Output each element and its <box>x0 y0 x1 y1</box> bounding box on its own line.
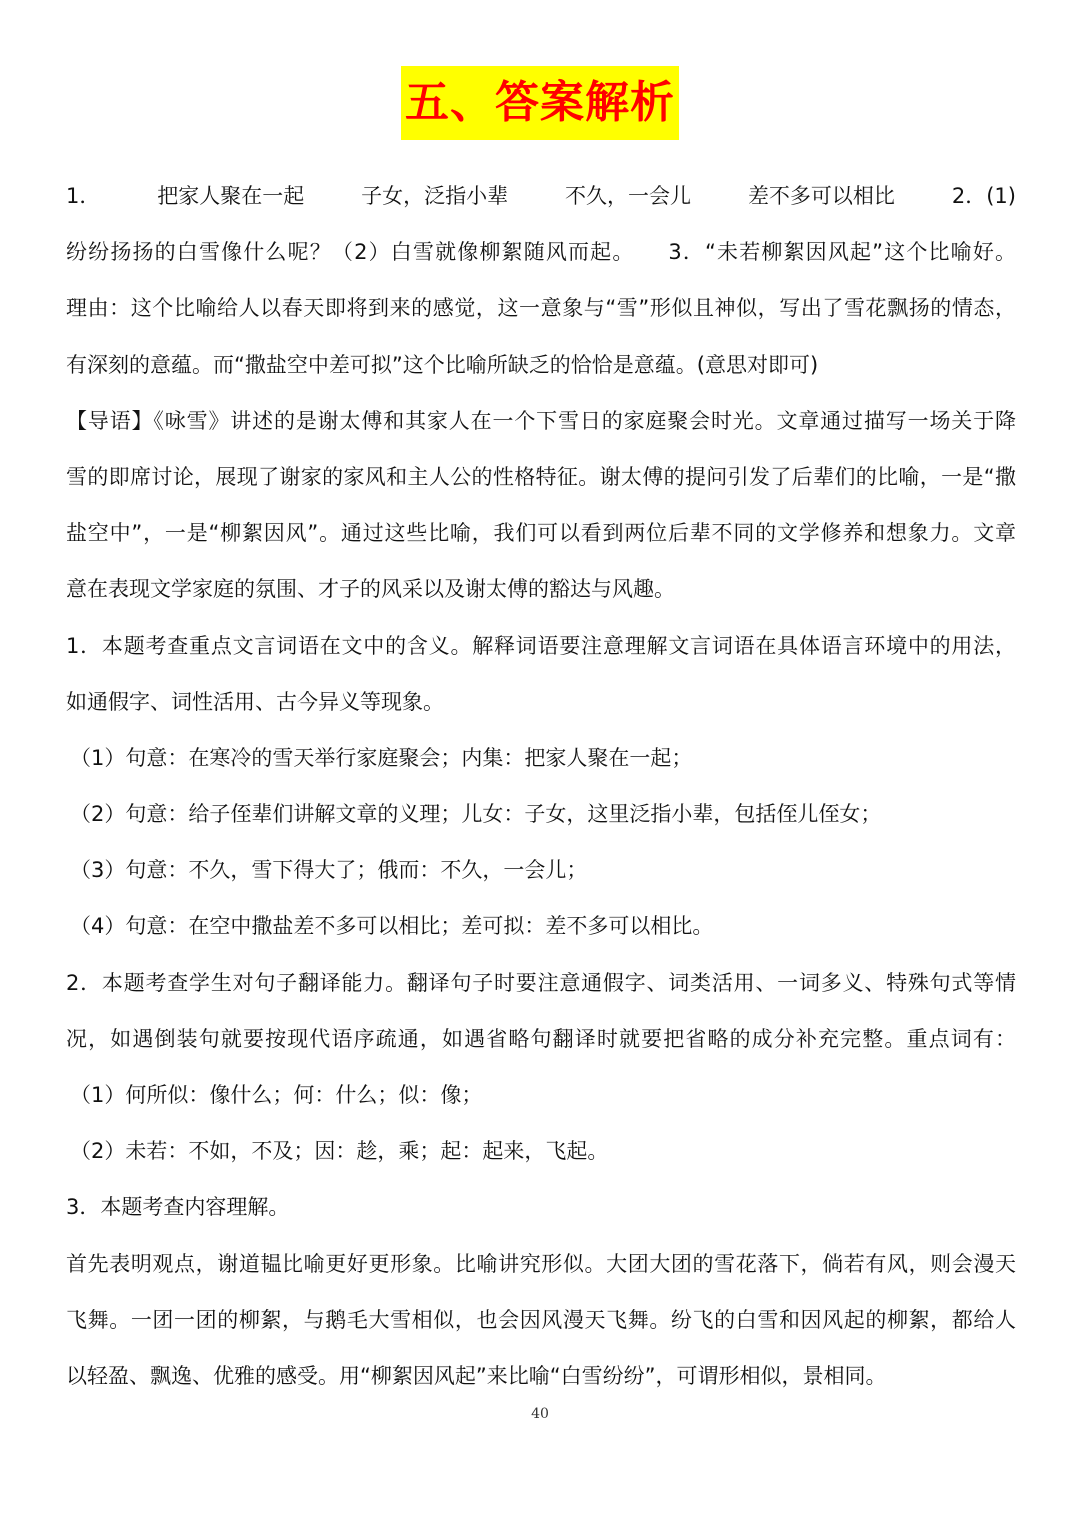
intro-line: 意在表现文学家庭的氛围、才子的风采以及谢太傅的豁达与风趣。 <box>66 577 675 602</box>
answer-line: 纷纷扬扬的白雪像什么呢？（2）白雪就像柳絮随风而起。 3．“未若柳絮因风起”这个比喻好。 <box>66 240 1016 265</box>
q3-heading: 3．本题考查内容理解。 <box>66 1195 290 1220</box>
intro-line: 盐空中”，一是“柳絮因风”。通过这些比喻，我们可以看到两位后辈不同的文学修养和想象力。文章 <box>66 521 1016 546</box>
q3-line: 首先表明观点，谢道韫比喻更好更形象。比喻讲究形似。大团大团的雪花落下，倘若有风，则会漫天 <box>66 1251 1016 1276</box>
answer-item: 把家人聚在一起 <box>157 184 305 208</box>
q2-line: 2．本题考查学生对句子翻译能力。翻译句子时要注意通假字、词类活用、一词多义、特殊句式等情 <box>66 970 1016 995</box>
answer-item: 差不多可以相比 <box>747 184 895 208</box>
q3-line: 飞舞。一团一团的柳絮，与鹅毛大雪相似，也会因风漫天飞舞。纷飞的白雪和因风起的柳絮，都给人 <box>66 1307 1016 1332</box>
q2-item: （1）何所似：像什么；何：什么；似：像； <box>70 1083 483 1107</box>
answer-line: 有深刻的意蕴。而“撒盐空中差可拟”这个比喻所缺乏的恰恰是意蕴。(意思对即可) <box>66 352 819 377</box>
q2-line: 况，如遇倒装句就要按现代语序疏通，如遇省略句翻译时就要把省略的成分补充完整。重点词有： <box>66 1026 1016 1051</box>
answer-row-1 <box>66 168 1016 224</box>
q2-item: （2）未若：不如，不及；因：趁，乘；起：起来，飞起。 <box>70 1139 609 1164</box>
title-container <box>0 66 1080 140</box>
q1-line: 如通假字、词性活用、古今异义等现象。 <box>66 689 444 714</box>
answer-item: 不久，一会儿 <box>565 184 692 208</box>
page-number: 40 <box>531 1406 549 1422</box>
q1-item: （1）句意：在寒冷的雪天举行家庭聚会；内集：把家人聚在一起； <box>70 745 693 770</box>
intro-line: 【导语】《咏雪》讲述的是谢太傅和其家人在一个下雪日的家庭聚会时光。文章通过描写一场关于降 <box>66 408 1016 433</box>
q1-item: （4）句意：在空中撒盐差不多可以相比；差可拟：差不多可以相比。 <box>70 914 714 939</box>
page-title: 五、答案解析 <box>401 66 679 140</box>
q1-item: （2）句意：给子侄辈们讲解文章的义理；儿女：子女，这里泛指小辈，包括侄儿侄女； <box>70 802 882 827</box>
document-body <box>66 168 1016 1404</box>
answer-line: 理由：这个比喻给人以春天即将到来的感觉，这一意象与“雪”形似且神似，写出了雪花飘扬的情态， <box>66 296 1016 321</box>
answer-item: 2．(1) <box>951 184 1016 208</box>
q1-item: （3）句意：不久，雪下得大了；俄而：不久，一会儿； <box>70 858 588 883</box>
intro-line: 雪的即席讨论，展现了谢家的家风和主人公的性格特征。谢太傅的提问引发了后辈们的比喻，一是“撒 <box>66 464 1016 489</box>
answer-number: 1． <box>66 184 101 208</box>
q3-line: 以轻盈、飘逸、优雅的感受。用“柳絮因风起”来比喻“白雪纷纷”，可谓形相似，景相同。 <box>66 1363 887 1388</box>
answer-item: 子女，泛指小辈 <box>361 184 509 208</box>
q1-line: 1．本题考查重点文言词语在文中的含义。解释词语要注意理解文言词语在具体语言环境中的用法， <box>66 633 1016 658</box>
